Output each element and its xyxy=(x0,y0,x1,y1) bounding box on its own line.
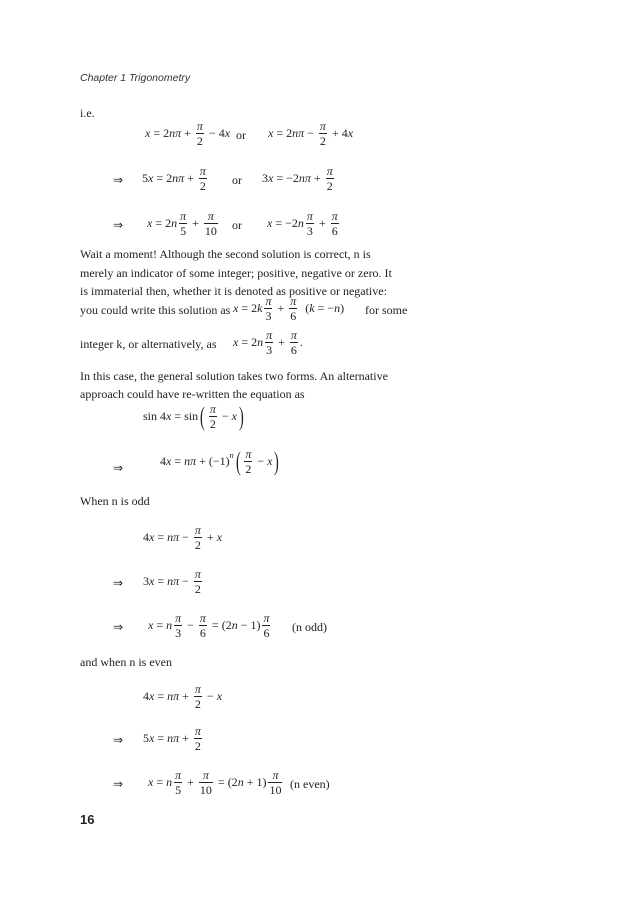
equation-even-3: x = n π 5 + $\frac{\pi}{10}$ = (2 n + 1) $\frac{\pi}{10}$ xyxy=(148,768,282,797)
equation-odd-1: 4 x = nπ − $\frac{\pi}{2}$ + x xyxy=(143,523,223,552)
equation-odd-2: 3 x = nπ − $\frac{\pi}{2}$ xyxy=(143,567,201,596)
paragraph-1-line-5: integer k, or alternatively, as xyxy=(80,337,217,351)
implies-arrow: ⇒ xyxy=(113,777,124,791)
equation-odd-3: x = n π 3 − $\frac{\pi}{6}$ = (2 n − 1) $\frac{\pi}{6}$ xyxy=(148,611,270,640)
paragraph-2-line-2: approach could have re-written the equation as xyxy=(80,387,305,401)
n-even-label: (n even) xyxy=(290,777,330,791)
implies-arrow: ⇒ xyxy=(113,576,124,590)
or-label-1: or xyxy=(236,128,246,142)
implies-arrow: ⇒ xyxy=(113,620,124,634)
chapter-header: Chapter 1 Trigonometry xyxy=(80,72,191,84)
page-number: 16 xyxy=(80,812,95,827)
implies-arrow: ⇒ xyxy=(113,218,124,232)
implies-arrow: ⇒ xyxy=(113,733,124,747)
odd-case-intro: When n is odd xyxy=(80,494,150,508)
paragraph-2-line-1: In this case, the general solution takes two forms. An alternative xyxy=(80,369,388,383)
or-label-3: or xyxy=(232,218,242,232)
equation-row-1a: x = 2 nπ + $\frac{\pi}{2}$ − 4 x xyxy=(145,119,231,148)
or-label-2: or xyxy=(232,173,242,187)
equation-general: 4 x = nπ + (−1) n ( π 2 − x ) xyxy=(160,446,280,476)
equation-even-1: 4 x = nπ + $\frac{\pi}{2}$ − x xyxy=(143,682,223,711)
implies-arrow: ⇒ xyxy=(113,173,124,187)
implies-arrow: ⇒ xyxy=(113,461,124,475)
n-odd-label: (n odd) xyxy=(292,620,327,634)
equation-row-2b: 3 x = −2 nπ + $\frac{\pi}{2}$ xyxy=(262,164,333,193)
paragraph-1-line-2: merely an indicator of some integer; positive, negative or zero. It xyxy=(80,266,392,280)
ie-label: i.e. xyxy=(80,106,95,120)
equation-row-1b: x = 2 nπ − $\frac{\pi}{2}$ + 4 x xyxy=(268,119,354,148)
even-case-intro: and when n is even xyxy=(80,655,172,669)
equation-row-3b: x = −2 n π 3 + $\frac{\pi}{6}$ xyxy=(267,209,338,238)
paragraph-1-line-4b: for some xyxy=(365,303,408,317)
equation-sin: sin 4 x = sin ( π 2 − x ) xyxy=(143,401,244,431)
equation-inline-k: x = 2 k π 3 + $\frac{\pi}{6}$ ( k = − n ) xyxy=(233,294,345,323)
paragraph-1-line-4a: you could write this solution as xyxy=(80,303,231,317)
equation-inline-n: x = 2 n π 3 + $\frac{\pi}{6}$ . xyxy=(233,328,303,357)
paragraph-1-line-1: Wait a moment! Although the second solution is correct, n is xyxy=(80,247,371,261)
equation-even-2: 5 x = nπ + $\frac{\pi}{2}$ xyxy=(143,724,201,753)
equation-row-3a: x = 2 n π 5 + $\frac{\pi}{10}$ xyxy=(147,209,217,238)
equation-row-2a: 5 x = 2 nπ + $\frac{\pi}{2}$ xyxy=(142,164,206,193)
paragraph-1-line-3: is immaterial then, whether it is denoted as positive or negative: xyxy=(80,284,387,298)
